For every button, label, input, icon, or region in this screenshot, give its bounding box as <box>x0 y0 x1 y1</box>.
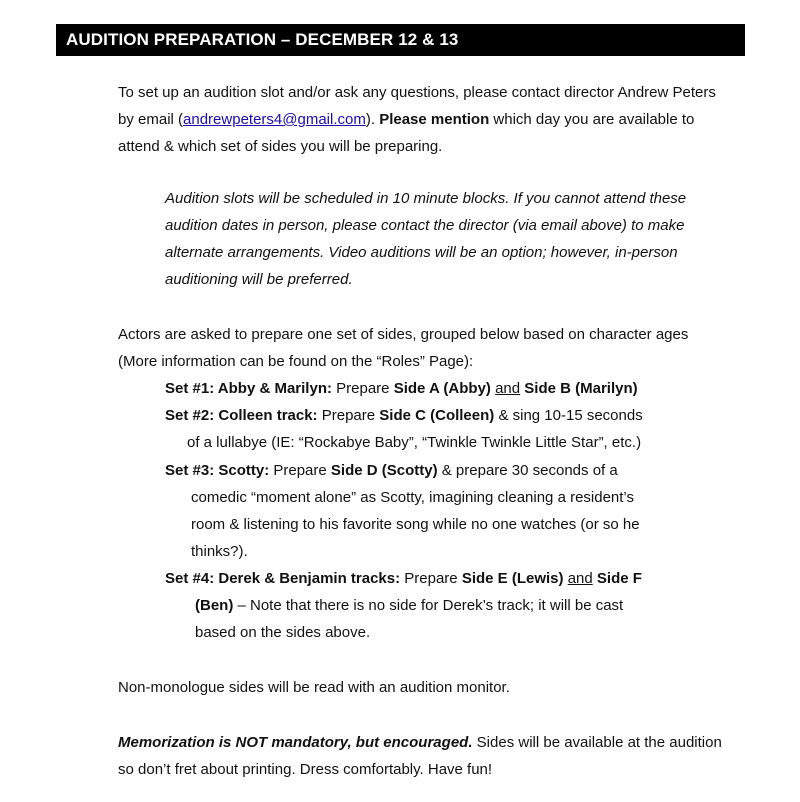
set-1-line <box>165 375 638 402</box>
set-side: Side F <box>596 570 642 587</box>
memorization-note: Memorization is NOT mandatory, but encouraged. <box>118 734 473 751</box>
set-text: Prepare <box>400 570 462 587</box>
set-3-label: Set #3: Scotty: <box>165 462 270 479</box>
set-side: Side C (Colleen) <box>379 407 495 424</box>
set-text: Prepare <box>317 407 380 424</box>
set-2-line <box>165 402 643 429</box>
set-3-line <box>165 457 618 484</box>
set-side: Side B (Marilyn) <box>524 380 638 397</box>
intro-text: which day you are available to attend & which set of sides you will be preparing. <box>118 111 695 155</box>
set-side: (Ben) <box>195 597 234 614</box>
set-4-line-3: based on the sides above. <box>195 624 371 641</box>
set-4-line-2 <box>195 592 623 619</box>
set-3-line-2: comedic “moment alone” as Scotty, imagining cleaning a resident’s <box>191 489 634 506</box>
closing-paragraph <box>118 729 738 783</box>
set-side: Side D (Scotty) <box>330 462 438 479</box>
set-text: Prepare <box>331 380 394 397</box>
intro-text: ). <box>365 111 380 128</box>
set-1-label: Set #1: Abby & Marilyn: <box>165 380 332 397</box>
section-header: AUDITION PREPARATION – DECEMBER 12 & 13 <box>56 24 745 56</box>
set-2-line-2: of a lullabye (IE: “Rockabye Baby”, “Twinkle Twinkle Little Star”, etc.) <box>187 434 642 451</box>
set-text: – Note that there is no side for Derek’s track; it will be cast <box>233 597 624 614</box>
director-email-link[interactable]: andrewpeters4@gmail.com <box>183 111 366 128</box>
closing-text: Sides will be available at the audition so don’t fret about printing. Dress comfortably. Have fun! <box>118 734 722 778</box>
set-text: & sing 10-15 seconds <box>494 407 643 424</box>
sides-intro-paragraph: Actors are asked to prepare one set of sides, grouped below based on character ages (More information can be found on the “Roles” Page): <box>118 326 689 370</box>
set-and: and <box>495 380 521 397</box>
intro-paragraph <box>118 79 718 160</box>
monitor-note: Non-monologue sides will be read with an audition monitor. <box>118 679 510 696</box>
set-4-line <box>165 565 642 592</box>
set-2-label: Set #2: Colleen track: <box>165 407 318 424</box>
intro-text: To set up an audition slot and/or ask any questions, please contact director Andrew Peters by email ( <box>118 84 716 128</box>
set-and: and <box>567 570 593 587</box>
set-text: Prepare <box>269 462 331 479</box>
set-4-label: Set #4: Derek & Benjamin tracks: <box>165 570 401 587</box>
scheduling-note: Audition slots will be scheduled in 10 minute blocks. If you cannot attend these audition dates in person, please contact the director (via email above) to make alternate arrangements. Video auditions will be an option; however, in-person auditioning will be preferred. <box>165 190 687 288</box>
set-side: Side E (Lewis) <box>461 570 564 587</box>
set-3-line-4: thinks?). <box>191 543 248 560</box>
intro-emphasis: Please mention <box>379 111 490 128</box>
set-3-line-3: room & listening to his favorite song while no one watches (or so he <box>191 516 640 533</box>
set-side: Side A (Abby) <box>393 380 491 397</box>
set-text: & prepare 30 seconds of a <box>437 462 618 479</box>
